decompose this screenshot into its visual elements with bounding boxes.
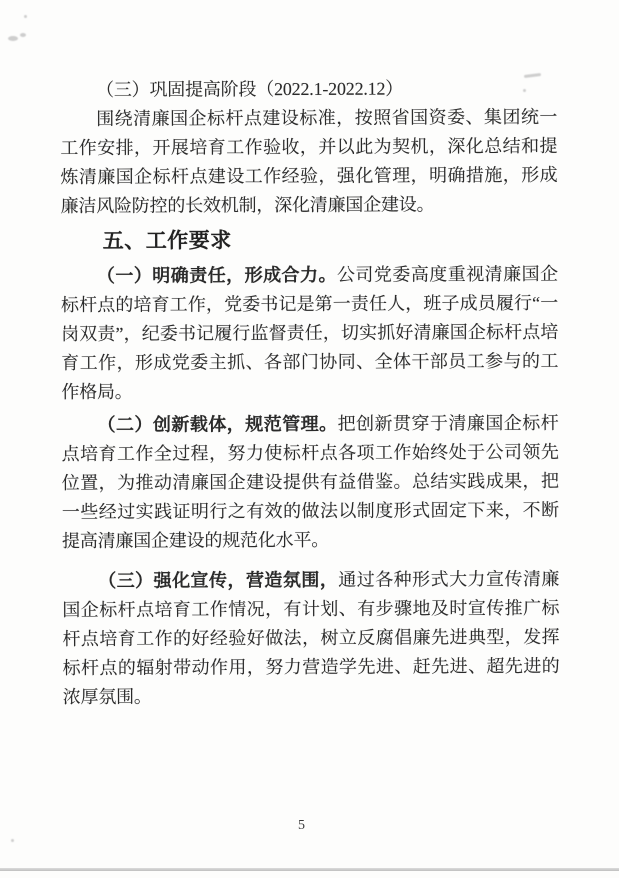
paragraph-publicity-lead: （三）强化宣传，营造氛围， <box>98 569 339 591</box>
paragraph-publicity <box>62 565 560 712</box>
paragraph-innovation <box>61 409 559 556</box>
scan-edge-line <box>0 868 619 871</box>
stage-heading: （三）巩固提高阶段（2022.1-2022.12） <box>96 78 404 100</box>
paragraph-responsibility-lead: （一）明确责任，形成合力。 <box>96 264 337 286</box>
scan-speck <box>24 15 27 18</box>
section-title: 五、工作要求 <box>102 229 232 253</box>
paragraph-innovation-lead: （二）创新载体，规范管理。 <box>97 413 338 435</box>
scan-speck <box>20 33 26 37</box>
paragraph-responsibility <box>61 260 559 407</box>
paragraph-responsibility-text: 公司党委高度重视清廉国企标杆点的培育工作，党委书记是第一责任人，班子成员履行“一岗双责”，纪委书记履行监督责任，切实抓好清廉国企标杆点培育工作，形成党委主抓、各部门协同、全体干部员工参与的工作格局。 <box>60 263 559 402</box>
scan-speck <box>8 36 18 41</box>
page-number: 5 <box>298 818 305 833</box>
paragraph-innovation-text: 把创新贯穿于清廉国企标杆点培育工作全过程，努力使标杆点各项工作始终处于公司领先位置，为推动清廉国企建设提供有益借鉴。总结实践成果，把一些经过实践证明行之有效的做法以制度形式固定下来，不断提高清廉国企建设的规范化水平。 <box>61 412 559 551</box>
scan-speck <box>11 839 14 842</box>
document-body <box>60 74 560 712</box>
stage-paragraph: 围绕清廉国企标杆点建设标准，按照省国资委、集团统一工作安排，开展培育工作验收，并以此为契机，深化总结和提炼清廉国企标杆点建设工作经验，强化管理，明确措施，形成廉洁风险防控的长效机制，深化清廉国企建设。 <box>60 106 558 216</box>
paragraph-publicity-text: 通过各种形式大力宣传清廉国企标杆点培育工作情况，有计划、有步骤地及时宣传推广标杆点培育工作的好经验好做法，树立反腐倡廉先进典型，发挥标杆点的辐射带动作用，努力营造学先进、赶先进、超先进的浓厚氛围。 <box>62 568 560 707</box>
